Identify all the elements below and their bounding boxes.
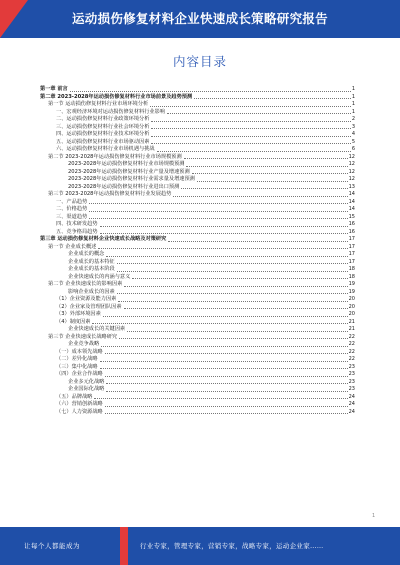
toc-entry-page: 21 <box>348 326 355 332</box>
footer-slogan-right: 行业专家，管理专家，营销专家，战略专家，运动企业家…… <box>140 542 324 550</box>
toc-leader-dots <box>167 112 351 114</box>
toc-entry[interactable] <box>40 364 355 372</box>
toc-entry-page: 24 <box>348 401 355 407</box>
toc-leader-dots <box>168 240 347 242</box>
toc-entry-page: 23 <box>348 363 355 370</box>
toc-entry[interactable] <box>40 304 355 312</box>
toc-entry[interactable] <box>40 131 355 139</box>
toc-entry[interactable] <box>40 274 355 282</box>
toc-entry[interactable] <box>40 184 355 192</box>
toc-entry[interactable] <box>40 371 355 379</box>
toc-leader-dots <box>105 412 348 414</box>
toc-leader-dots <box>119 337 348 339</box>
toc-leader-dots <box>105 405 348 407</box>
toc-entry-text: 五、运动损伤修复材料行业市场驱动因素 <box>56 138 150 145</box>
toc-entry-text: （1）企业资源及能力因素 <box>56 296 117 302</box>
toc-entry[interactable] <box>40 169 355 177</box>
toc-entry[interactable] <box>40 154 355 162</box>
toc-entry-page: 14 <box>348 198 355 205</box>
toc-leader-dots <box>173 195 347 197</box>
toc-entry-page: 1 <box>351 93 355 100</box>
toc-entry-text: （4）制度因素 <box>56 318 91 325</box>
toc-leader-dots <box>100 232 348 234</box>
toc-entry[interactable] <box>40 281 355 289</box>
toc-entry-text: 第一节 企业成长概述 <box>48 243 97 250</box>
toc-entry-text: 2023-2028年运动损伤修复材料行业产量及增速预测 <box>68 168 190 175</box>
toc-entry-page: 17 <box>348 251 355 257</box>
toc-entry-page: 18 <box>348 273 355 280</box>
toc-leader-dots <box>105 375 348 377</box>
toc-entry-text: 二、价格趋势 <box>56 206 88 212</box>
toc-entry[interactable] <box>40 251 355 259</box>
toc-entry-text: 第二节 企业快速成长的影响因素 <box>48 281 123 287</box>
toc-entry[interactable] <box>40 176 355 184</box>
toc-entry-text: （五）品牌战略 <box>56 393 93 400</box>
toc-leader-dots <box>197 180 348 182</box>
toc-leader-dots <box>101 345 347 347</box>
toc-entry[interactable] <box>40 206 355 214</box>
toc-entry-text: （3）外部环境因素 <box>56 311 101 317</box>
table-of-contents <box>40 86 355 416</box>
toc-entry[interactable] <box>40 259 355 267</box>
toc-entry[interactable] <box>40 161 355 169</box>
toc-entry-page: 6 <box>351 146 355 152</box>
toc-entry-page: 16 <box>348 221 355 227</box>
toc-entry[interactable] <box>40 101 355 109</box>
toc-entry-page: 20 <box>348 311 355 317</box>
toc-leader-dots <box>117 292 348 294</box>
toc-entry-page: 17 <box>348 236 355 242</box>
toc-entry-page: 17 <box>348 258 355 265</box>
toc-entry-text: 一、产品趋势 <box>56 198 88 205</box>
toc-leader-dots <box>117 262 348 264</box>
toc-entry[interactable] <box>40 349 355 357</box>
footer-accent-stripe <box>120 527 128 565</box>
toc-entry[interactable] <box>40 289 355 297</box>
toc-entry-page: 16 <box>348 228 355 235</box>
toc-leader-dots <box>100 367 348 369</box>
toc-leader-dots <box>127 330 348 332</box>
toc-entry[interactable] <box>40 229 355 237</box>
toc-entry-page: 18 <box>348 266 355 272</box>
toc-entry-page: 12 <box>348 153 355 160</box>
toc-entry-text: 企业成长的概念 <box>68 251 105 257</box>
toc-leader-dots <box>124 285 347 287</box>
toc-entry[interactable] <box>40 116 355 124</box>
toc-leader-dots <box>151 120 350 122</box>
toc-entry[interactable] <box>40 326 355 334</box>
toc-leader-dots <box>151 135 350 137</box>
toc-leader-dots <box>89 217 347 219</box>
toc-entry-page: 20 <box>348 296 355 302</box>
toc-entry-text: 四、运动损伤修复材料行业技术环境分析 <box>56 131 150 137</box>
toc-entry-text: 第三节 企业快速成长战略研究 <box>48 333 118 340</box>
toc-heading: 内容目录 <box>172 54 227 69</box>
toc-entry[interactable] <box>40 191 355 199</box>
toc-entry-text: 企业快速成长的内涵与意义 <box>68 273 131 280</box>
toc-entry-page: 21 <box>348 318 355 325</box>
toc-entry-page: 12 <box>348 176 355 182</box>
toc-entry[interactable] <box>40 199 355 207</box>
toc-entry-text: 影响企业成长的因素 <box>68 288 115 295</box>
toc-entry-page: 19 <box>348 281 355 287</box>
toc-entry-page: 5 <box>351 138 355 145</box>
toc-entry-text: 企业国际化战略 <box>68 386 105 392</box>
toc-entry-page: 12 <box>348 161 355 167</box>
toc-entry-text: 二、运动损伤修复材料行业政策环境分析 <box>56 116 150 122</box>
toc-entry[interactable] <box>40 409 355 417</box>
page-number: 1 <box>372 513 376 519</box>
toc-leader-dots <box>181 187 347 189</box>
toc-entry-text: 2023-2028年运动损伤修复材料行业进出口预测 <box>68 183 180 190</box>
toc-leader-dots <box>100 225 348 227</box>
toc-entry-text: 第一节 运动损伤修复材料行业市场环境分析 <box>48 101 149 107</box>
toc-leader-dots <box>94 397 347 399</box>
toc-entry-text: 第三章 运动损伤修复材料企业快速成长战略及对策研究 <box>40 236 167 242</box>
toc-leader-dots <box>98 247 347 249</box>
toc-entry-page: 23 <box>348 386 355 392</box>
toc-entry-text: （2）企业家及管理团队因素 <box>56 303 122 310</box>
toc-leader-dots <box>150 105 351 107</box>
toc-entry[interactable] <box>40 386 355 394</box>
toc-entry[interactable] <box>40 221 355 229</box>
toc-entry[interactable] <box>40 86 355 94</box>
toc-entry-text: 企业成长的基本特征 <box>68 258 115 265</box>
toc-entry[interactable] <box>40 124 355 132</box>
toc-entry-page: 23 <box>348 371 355 377</box>
toc-entry-page: 1 <box>351 86 355 92</box>
toc-entry-text: 企业成长的基本阶段 <box>68 266 115 272</box>
toc-leader-dots <box>157 150 351 152</box>
toc-entry-text: 第三节 2023-2028年运动损伤修复材料行业发展趋势 <box>48 191 172 197</box>
toc-entry[interactable] <box>40 146 355 154</box>
toc-entry-text: 一、宏观经济环境对运动损伤修复材料行业影响 <box>56 108 165 115</box>
toc-leader-dots <box>117 270 348 272</box>
toc-entry-page: 3 <box>351 123 355 130</box>
toc-entry-page: 13 <box>348 183 355 190</box>
toc-entry-page: 22 <box>348 356 355 362</box>
toc-entry-page: 24 <box>348 393 355 400</box>
footer-bar <box>0 527 400 565</box>
toc-entry-page: 19 <box>348 288 355 295</box>
toc-entry-page: 12 <box>348 168 355 175</box>
footer-slogan-left: 让每个人都能成为 <box>24 542 80 550</box>
toc-entry-text: （四）企业合作战略 <box>56 371 103 377</box>
toc-leader-dots <box>186 165 347 167</box>
toc-entry-page: 14 <box>348 206 355 212</box>
toc-entry-text: 第一章 前言 <box>40 86 68 92</box>
toc-entry[interactable] <box>40 214 355 222</box>
toc-entry-text: （三）集中化战略 <box>56 363 98 370</box>
toc-entry-page: 1 <box>351 101 355 107</box>
toc-leader-dots <box>151 142 350 144</box>
toc-leader-dots <box>192 172 348 174</box>
toc-entry[interactable] <box>40 311 355 319</box>
toc-entry[interactable] <box>40 356 355 364</box>
toc-entry-page: 1 <box>351 108 355 115</box>
header-bar <box>0 0 400 38</box>
toc-leader-dots <box>89 210 347 212</box>
toc-leader-dots <box>106 390 347 392</box>
toc-leader-dots <box>92 322 347 324</box>
toc-leader-dots <box>132 277 347 279</box>
toc-entry[interactable] <box>40 319 355 327</box>
toc-entry-page: 14 <box>348 191 355 197</box>
toc-entry-text: 三、运动损伤修复材料行业社会环境分析 <box>56 123 150 130</box>
toc-entry-text: 2023-2028年运动损伤修复材料行业需求量及增速预测 <box>68 176 195 182</box>
toc-entry[interactable] <box>40 296 355 304</box>
toc-entry-text: 企业多元化战略 <box>68 378 105 385</box>
toc-entry[interactable] <box>40 244 355 252</box>
toc-entry[interactable] <box>40 266 355 274</box>
toc-leader-dots <box>151 127 350 129</box>
toc-entry[interactable] <box>40 109 355 117</box>
toc-entry-text: 第二节 2023-2028年运动损伤修复材料行业市场规模预测 <box>48 153 182 160</box>
toc-entry-text: 六、运动损伤修复材料行业市场机遇与挑战 <box>56 146 155 152</box>
toc-leader-dots <box>106 382 347 384</box>
toc-leader-dots <box>194 97 351 99</box>
toc-entry-page: 22 <box>348 333 355 340</box>
toc-entry-page: 2 <box>351 116 355 122</box>
toc-entry-page: 20 <box>348 303 355 310</box>
toc-leader-dots <box>100 360 348 362</box>
toc-entry-page: 15 <box>348 213 355 220</box>
report-title: 运动损伤修复材料企业快速成长策略研究报告 <box>71 11 328 26</box>
toc-entry-text: （一）成本领先战略 <box>56 348 103 355</box>
toc-entry-page: 4 <box>351 131 355 137</box>
toc-entry[interactable] <box>40 334 355 342</box>
toc-entry-text: 三、渠道趋势 <box>56 213 88 220</box>
toc-entry-text: 2023-2028年运动损伤修复材料行业市场规模预测 <box>68 161 185 167</box>
toc-leader-dots <box>118 300 347 302</box>
toc-leader-dots <box>105 352 348 354</box>
toc-entry-text: 企业竞争战略 <box>68 341 100 347</box>
toc-entry[interactable] <box>40 139 355 147</box>
toc-entry-text: （七）人力资源战略 <box>56 408 103 415</box>
toc-entry-text: 企业快速成长的关键因素 <box>68 326 126 332</box>
toc-leader-dots <box>124 307 348 309</box>
toc-entry-text: 五、竞争格局趋势 <box>56 228 98 235</box>
toc-leader-dots <box>106 255 347 257</box>
toc-entry-text: （二）差异化战略 <box>56 356 98 362</box>
toc-entry[interactable] <box>40 379 355 387</box>
toc-entry-page: 22 <box>348 348 355 355</box>
toc-entry-page: 23 <box>348 378 355 385</box>
toc-entry[interactable] <box>40 401 355 409</box>
toc-entry-page: 22 <box>348 341 355 347</box>
toc-entry-page: 17 <box>348 243 355 250</box>
toc-entry-text: （六）营销创新战略 <box>56 401 103 407</box>
toc-entry-text: 第二章 2023-2028年运动损伤修复材料行业市场前景及趋势预测 <box>40 93 193 100</box>
toc-entry[interactable] <box>40 236 355 244</box>
toc-leader-dots <box>184 157 348 159</box>
toc-entry[interactable] <box>40 341 355 349</box>
toc-entry-text: 四、技术研发趋势 <box>56 221 98 227</box>
toc-entry[interactable] <box>40 94 355 102</box>
toc-entry[interactable] <box>40 394 355 402</box>
toc-entry-page: 24 <box>348 408 355 415</box>
toc-leader-dots <box>89 202 347 204</box>
toc-leader-dots <box>103 315 348 317</box>
toc-leader-dots <box>70 90 351 92</box>
